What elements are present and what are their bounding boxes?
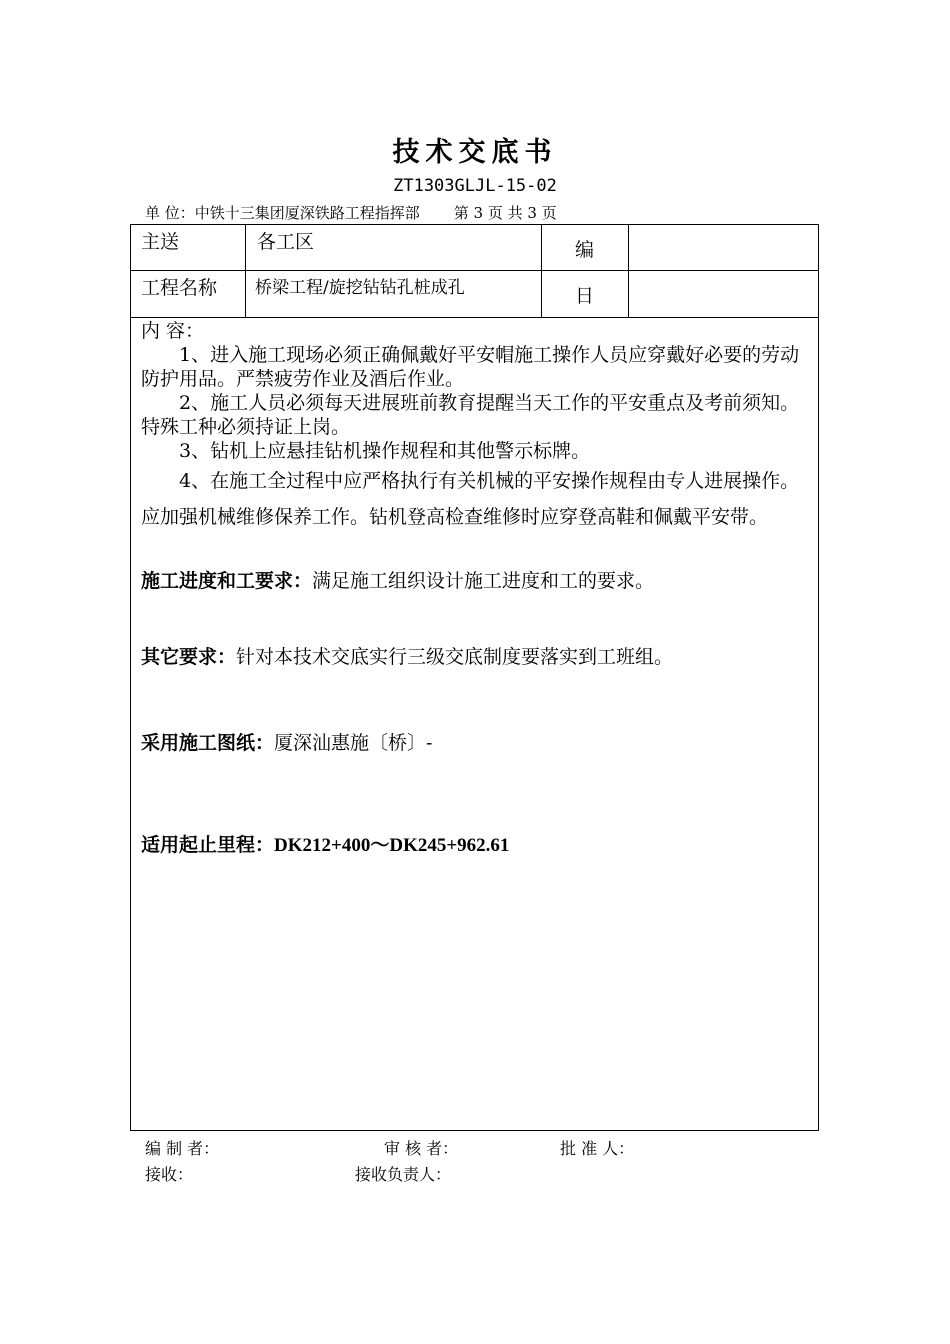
project-name-label: 工程名称 (141, 277, 218, 299)
drawing-requirement (141, 731, 813, 755)
progress-label: 施工进度和工要求： (141, 570, 313, 592)
row-divider-2 (131, 317, 818, 318)
receiver-label: 接收： (145, 1165, 194, 1184)
content-item-4: 4、在施工全过程中应严格执行有关机械的平安操作规程由专人进展操作。应加强机械维修保养工作。钻机登高检查维修时应穿登高鞋和佩戴平安带。 (141, 470, 800, 528)
other-value: 针对本技术交底实行三级交底制度要落实到工班组。 (236, 646, 674, 668)
document-code: ZT1303GLJL-15-02 (393, 176, 557, 196)
unit-label: 单 位：中铁十三集团厦深铁路工程指挥部 (145, 204, 420, 222)
content-item-1: 1、进入施工现场必须正确佩戴好平安帽施工操作人员应穿戴好必要的劳动防护用品。严禁疲劳作业及酒后作业。 (141, 344, 800, 390)
approver-label: 批 准 人： (560, 1139, 635, 1158)
drawing-label: 采用施工图纸： (141, 732, 275, 754)
disclosure-form (130, 224, 819, 1131)
compiler-label: 编 制 者： (145, 1139, 220, 1158)
receiver-head-label: 接收负责人： (355, 1165, 452, 1184)
other-label: 其它要求： (141, 646, 237, 668)
col-divider-3 (628, 225, 629, 317)
progress-value: 满足施工组织设计施工进度和工的要求。 (312, 570, 655, 592)
mileage-requirement (141, 833, 813, 858)
unit-line (145, 202, 557, 223)
date-value (631, 273, 817, 313)
recipient-value: 各工区 (257, 231, 315, 253)
mileage-label: 适用起止里程： (141, 834, 275, 856)
page-info: 第 3 页 共 3 页 (453, 204, 557, 222)
other-requirement (141, 645, 813, 669)
progress-requirement (141, 569, 813, 593)
col-divider-2 (541, 225, 542, 317)
drawing-value: 厦深汕惠施〔桥〕- (274, 732, 433, 754)
col-divider-1 (245, 225, 246, 317)
recipient-label: 主送 (141, 231, 180, 253)
document-title: 技术交底书 (392, 137, 558, 168)
content-item-2: 2、施工人员必须每天进展班前教育提醒当天工作的平安重点及考前须知。特殊工种必须持证上岗。 (141, 392, 800, 438)
date-label: 日 (575, 285, 595, 307)
content-body (141, 319, 813, 858)
number-value (631, 227, 817, 267)
content-heading: 内 容： (141, 320, 205, 342)
row-divider-1 (131, 270, 818, 271)
number-label: 编 (575, 239, 595, 261)
reviewer-label: 审 核 者： (384, 1139, 459, 1158)
mileage-value: DK212+400～DK245+962.61 (274, 835, 510, 856)
project-name-value: 桥梁工程/旋挖钻钻孔桩成孔 (255, 278, 465, 298)
content-item-3: 3、钻机上应悬挂钻机操作规程和其他警示标牌。 (179, 440, 591, 462)
